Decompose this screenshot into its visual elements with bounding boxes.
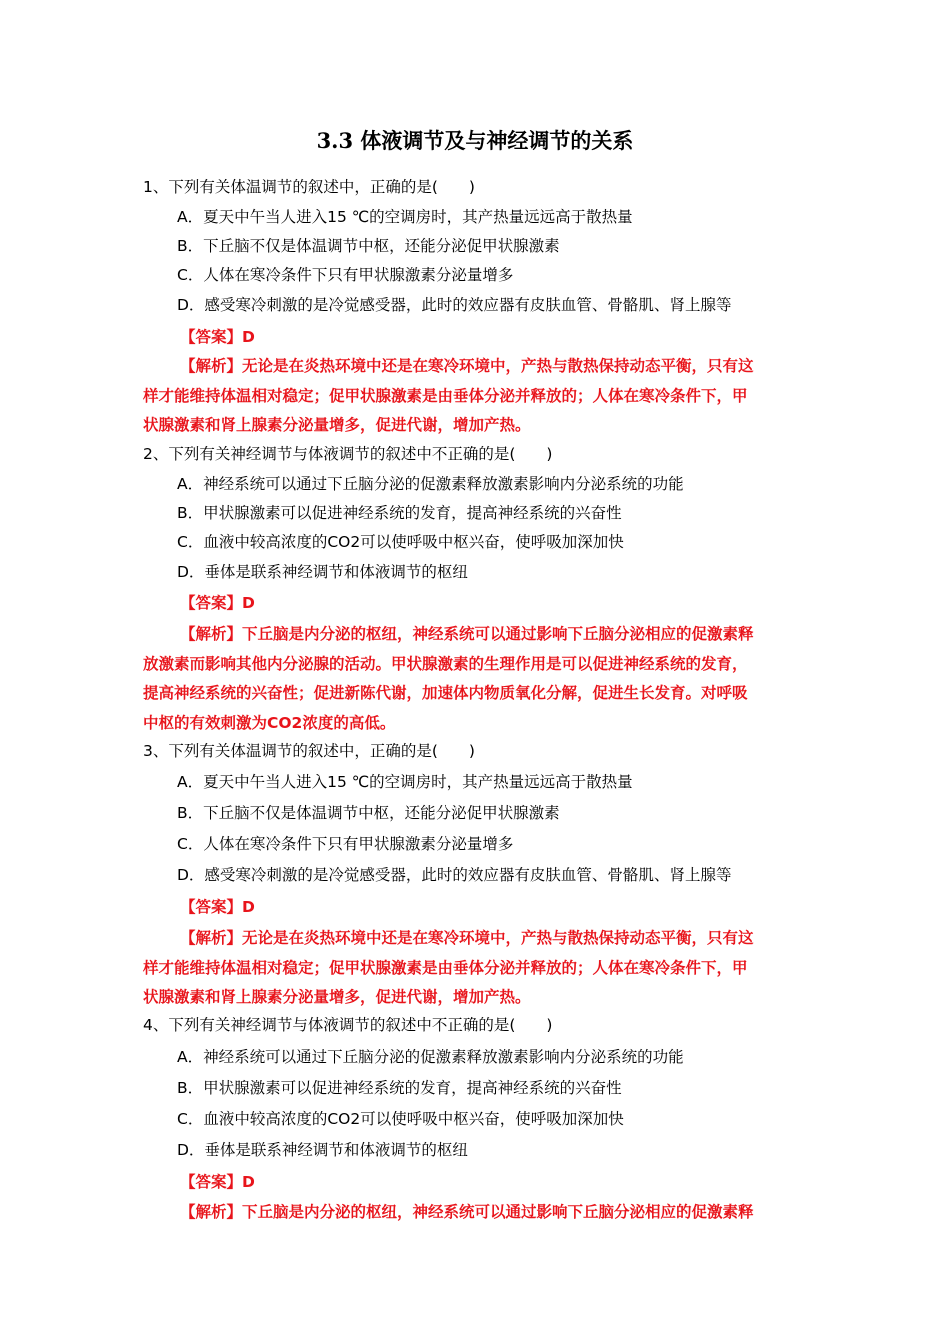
question-2-option-b: B．甲状腺激素可以促进神经系统的发育，提高神经系统的兴奋性 xyxy=(177,504,622,522)
question-3-option-b: B．下丘脑不仅是体温调节中枢，还能分泌促甲状腺激素 xyxy=(177,804,560,822)
question-1-option-d: D．感受寒冷刺激的是冷觉感受器，此时的效应器有皮肤血管、骨骼肌、肾上腺等 xyxy=(177,296,732,314)
explanation-line: 中枢的有效刺激为CO2浓度的高低。 xyxy=(143,713,396,732)
explanation-line: 放激素而影响其他内分泌腺的活动。甲状腺激素的生理作用是可以促进神经系统的发育， xyxy=(143,654,748,673)
question-2-explanation xyxy=(143,620,807,738)
question-1-stem: 1、下列有关体温调节的叙述中，正确的是( ) xyxy=(143,178,475,196)
question-4-option-d: D．垂体是联系神经调节和体液调节的枢纽 xyxy=(177,1141,468,1159)
explanation-line: 样才能维持体温相对稳定；促甲状腺激素是由垂体分泌并释放的；人体在寒冷条件下，甲 xyxy=(143,386,748,405)
page-title: 3.3 体液调节及与神经调节的关系 xyxy=(316,128,634,153)
question-3-option-c: C．人体在寒冷条件下只有甲状腺激素分泌量增多 xyxy=(177,835,514,853)
question-1-explanation xyxy=(143,352,807,441)
question-1-option-c: C．人体在寒冷条件下只有甲状腺激素分泌量增多 xyxy=(177,266,514,284)
question-1-option-b: B．下丘脑不仅是体温调节中枢，还能分泌促甲状腺激素 xyxy=(177,237,560,255)
question-4-stem: 4、下列有关神经调节与体液调节的叙述中不正确的是( ) xyxy=(143,1016,553,1034)
question-3-option-d: D．感受寒冷刺激的是冷觉感受器，此时的效应器有皮肤血管、骨骼肌、肾上腺等 xyxy=(177,866,732,884)
explanation-line: 【解析】下丘脑是内分泌的枢纽，神经系统可以通过影响下丘脑分泌相应的促激素释 xyxy=(180,625,754,643)
explanation-line: 状腺激素和肾上腺素分泌量增多，促进代谢，增加产热。 xyxy=(143,416,531,434)
question-2-answer: 【答案】D xyxy=(180,594,255,612)
explanation-line: 【解析】下丘脑是内分泌的枢纽，神经系统可以通过影响下丘脑分泌相应的促激素释 xyxy=(180,1203,754,1221)
explanation-line: 样才能维持体温相对稳定；促甲状腺激素是由垂体分泌并释放的；人体在寒冷条件下，甲 xyxy=(143,958,748,977)
question-3-explanation xyxy=(143,924,807,1013)
question-1-answer: 【答案】D xyxy=(180,328,255,346)
question-3-answer: 【答案】D xyxy=(180,898,255,916)
explanation-line: 状腺激素和肾上腺素分泌量增多，促进代谢，增加产热。 xyxy=(143,988,531,1006)
question-4-option-c: C．血液中较高浓度的CO2可以使呼吸中枢兴奋，使呼吸加深加快 xyxy=(177,1110,624,1128)
question-4-option-b: B．甲状腺激素可以促进神经系统的发育，提高神经系统的兴奋性 xyxy=(177,1079,622,1097)
question-2-stem: 2、下列有关神经调节与体液调节的叙述中不正确的是( ) xyxy=(143,445,553,463)
question-1-option-a: A．夏天中午当人进入15 ℃的空调房时，其产热量远远高于散热量 xyxy=(177,208,633,226)
explanation-line: 【解析】无论是在炎热环境中还是在寒冷环境中，产热与散热保持动态平衡，只有这 xyxy=(180,357,754,375)
question-4-explanation xyxy=(143,1198,807,1228)
explanation-line: 提高神经系统的兴奋性；促进新陈代谢，加速体内物质氧化分解，促进生长发育。对呼吸 xyxy=(143,684,748,702)
explanation-line: 【解析】无论是在炎热环境中还是在寒冷环境中，产热与散热保持动态平衡，只有这 xyxy=(180,929,754,947)
question-2-option-a: A．神经系统可以通过下丘脑分泌的促激素释放激素影响内分泌系统的功能 xyxy=(177,475,684,493)
question-3-option-a: A．夏天中午当人进入15 ℃的空调房时，其产热量远远高于散热量 xyxy=(177,773,633,791)
question-3-stem: 3、下列有关体温调节的叙述中，正确的是( ) xyxy=(143,742,475,760)
question-2-option-d: D．垂体是联系神经调节和体液调节的枢纽 xyxy=(177,563,468,581)
question-2-option-c: C．血液中较高浓度的CO2可以使呼吸中枢兴奋，使呼吸加深加快 xyxy=(177,533,624,551)
question-4-answer: 【答案】D xyxy=(180,1173,255,1191)
question-4-option-a: A．神经系统可以通过下丘脑分泌的促激素释放激素影响内分泌系统的功能 xyxy=(177,1048,684,1066)
